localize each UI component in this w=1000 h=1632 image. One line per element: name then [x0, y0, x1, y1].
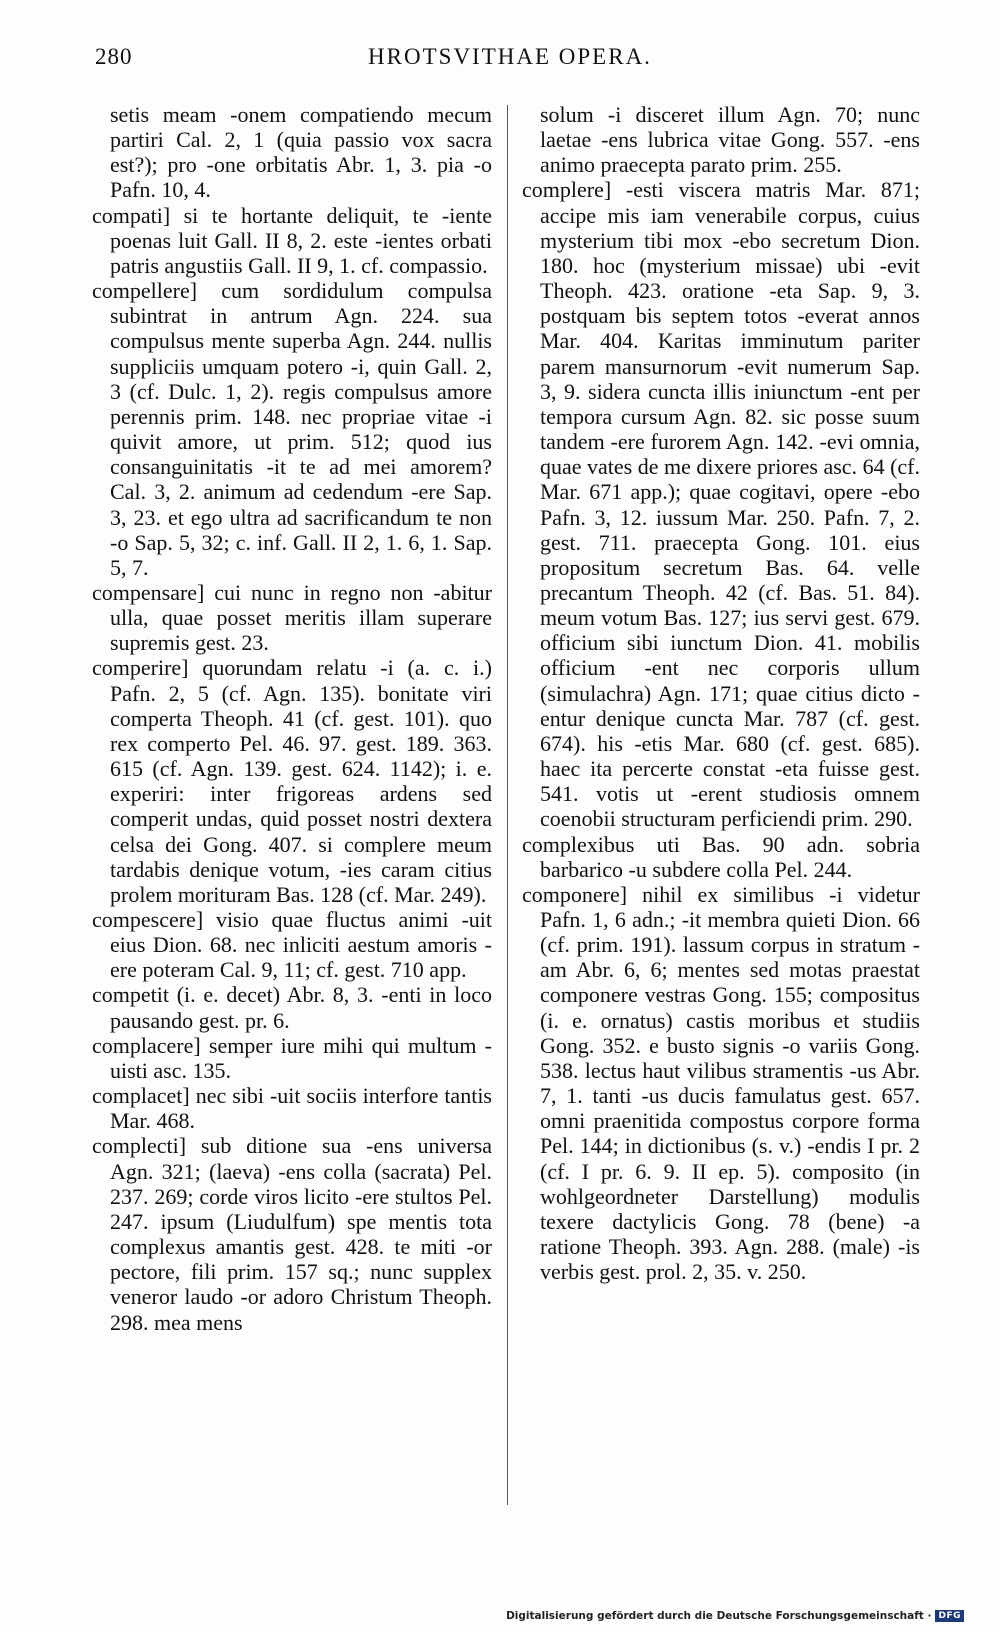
dictionary-entry: compescere] visio quae fluctus animi -uit eius Dion. 68. nec inliciti aestum amoris -ere poteram Cal. 9, 11; cf. gest. 710 app.: [92, 907, 492, 983]
footer-text: Digitalisierung gefördert durch die Deutsche Forschungsgemeinschaft ·: [506, 1610, 932, 1622]
dictionary-entry: competit (i. e. decet) Abr. 8, 3. -enti in loco pausando gest. pr. 6.: [92, 982, 492, 1033]
page-header: [95, 44, 925, 80]
dictionary-entry: setis meam -onem compatiendo mecum partiri Cal. 2, 1 (quia passio vox sacra est?); pro -one orbitatis Abr. 1, 3. pia -o Pafn. 10, 4.: [110, 102, 492, 203]
running-title: HROTSVITHAE OPERA.: [368, 44, 652, 69]
left-column: [92, 102, 492, 1512]
dictionary-entry: solum -i disceret illum Agn. 70; nunc laetae -ens lubrica vitae Gong. 557. -ens animo praecepta parato prim. 255.: [540, 102, 920, 178]
dictionary-entry: complacet] nec sibi -uit sociis interfore tantis Mar. 468.: [92, 1083, 492, 1134]
dictionary-entry: complere] -esti viscera matris Mar. 871; accipe mis iam venerabile corpus, cuius mysterium tibi mox -ebo secretum Dion. 180. hoc (mysterium missae) ubi -evit Theoph. 423. oratione -eta Sap. 9, 3. postquam bis septem totos -everat annos Mar. 404. Karitas imminutum pariter parem mansurnorum -evit numerum Sap. 3, 9. sidera cuncta illis iniunctum -ent per tempora cursum Agn. 82. sic posse suum tandem -ere furorem Agn. 142. -evi omnia, quae vates de me dixere priores asc. 64 (cf. Mar. 671 app.); quae cogitavi, opere -ebo Pafn. 3, 12. iussum Mar. 250. Pafn. 7, 2. gest. 711. praecepta Gong. 101. eius propositum secretum Bas. 64. velle precantum Theoph. 42 (cf. Bas. 51. 84). meum votum Bas. 127; ius servi gest. 679. officium sibi iunctum Dion. 41. mobilis officium -ent nec corporis ullum (simulachra) Agn. 171; quae citius dicto -entur denique cuncta Mar. 787 (cf. gest. 674). his -etis Mar. 680 (cf. gest. 685). haec ita percerte constat -eta fuisse gest. 541. votis ut -erent studiosis omnem coenobii structuram perficiendi prim. 290.: [522, 177, 920, 832]
footer: [506, 1610, 964, 1622]
dictionary-entry: complecti] sub ditione sua -ens universa Agn. 321; (laeva) -ens colla (sacrata) Pel. 237. 269; corde viros licito -ere stultos Pel. 247. ipsum (Liudulfum) spe mentis tota complexus amantis gest. 428. te miti -or pectore, fili prim. 157 sq.; nunc supplex veneror laudo -or adoro Christum Theoph. 298. mea mens: [92, 1133, 492, 1335]
page-number: 280: [95, 44, 133, 69]
dfg-logo: DFG: [935, 1610, 964, 1622]
dictionary-entry: compati] si te hortante deliquit, te -iente poenas luit Gall. II 8, 2. este -ientes orbati patris angustiis Gall. II 9, 1. cf. compassio.: [92, 202, 492, 278]
right-column: [522, 102, 920, 1512]
dictionary-entry: complexibus uti Bas. 90 adn. sobria barbarico -u subdere colla Pel. 244.: [522, 831, 920, 882]
dictionary-entry: comperire] quorundam relatu -i (a. c. i.) Pafn. 2, 5 (cf. Agn. 135). bonitate viri comperta Theoph. 41 (cf. gest. 101). quo rex comperto Pel. 46. 97. gest. 189. 363. 615 (cf. Agn. 139. gest. 624. 1142); i. e. experiri: inter frigoreas ardens sed comperit undas, quid posset nostri dextera celsa dei Gong. 407. si complere meum tardabis denique votum, -ies caram citius prolem morituram Bas. 128 (cf. Mar. 249).: [92, 655, 492, 907]
dictionary-entry: compellere] cum sordidulum compulsa subintrat in antrum Agn. 224. sua compulsus mente superba Agn. 244. nullis suppliciis umquam potero -i, quin Gall. 2, 3 (cf. Dulc. 1, 2). regis compulsus amore perennis prim. 148. nec propriae vitae -i quivit amore, ut prim. 512; quod ius consanguinitatis -it te ad mei amorem? Cal. 3, 2. animum ad cedendum -ere Sap. 3, 23. et ego ultra ad sacrificandum te non -o Sap. 5, 32; c. inf. Gall. II 2, 1. 6, 1. Sap. 5, 7.: [92, 278, 492, 580]
dictionary-entry: complacere] semper iure mihi qui multum -uisti asc. 135.: [92, 1032, 492, 1083]
dictionary-entry: compensare] cui nunc in regno non -abitur ulla, quae posset meritis illam superare supremis gest. 23.: [92, 579, 492, 656]
column-divider: [507, 105, 508, 1505]
dictionary-entry: componere] nihil ex similibus -i videtur Pafn. 1, 6 adn.; -it membra quieti Dion. 66 (cf. prim. 191). lassum corpus in stratum -am Abr. 6, 6; mentes sed motas praestat componere vestras Gong. 155; compositus (i. e. ornatus) castis moribus et studiis Gong. 352. e busto signis -o variis Gong. 538. lectus haut vilibus stramentis -us Abr. 7, 1. tanti -us ducis famulatus gest. 657. omni praenitida compostus corpore forma Pel. 144; in dictionibus (s. v.) -endis I pr. 2 (cf. I pr. 6. 9. II ep. 5). composito (in wohlgeordneter Darstellung) modulis texere dactylicis Gong. 78 (bene) -a ratione Theoph. 393. Agn. 288. (male) -is verbis gest. prol. 2, 35. v. 250.: [522, 881, 920, 1285]
